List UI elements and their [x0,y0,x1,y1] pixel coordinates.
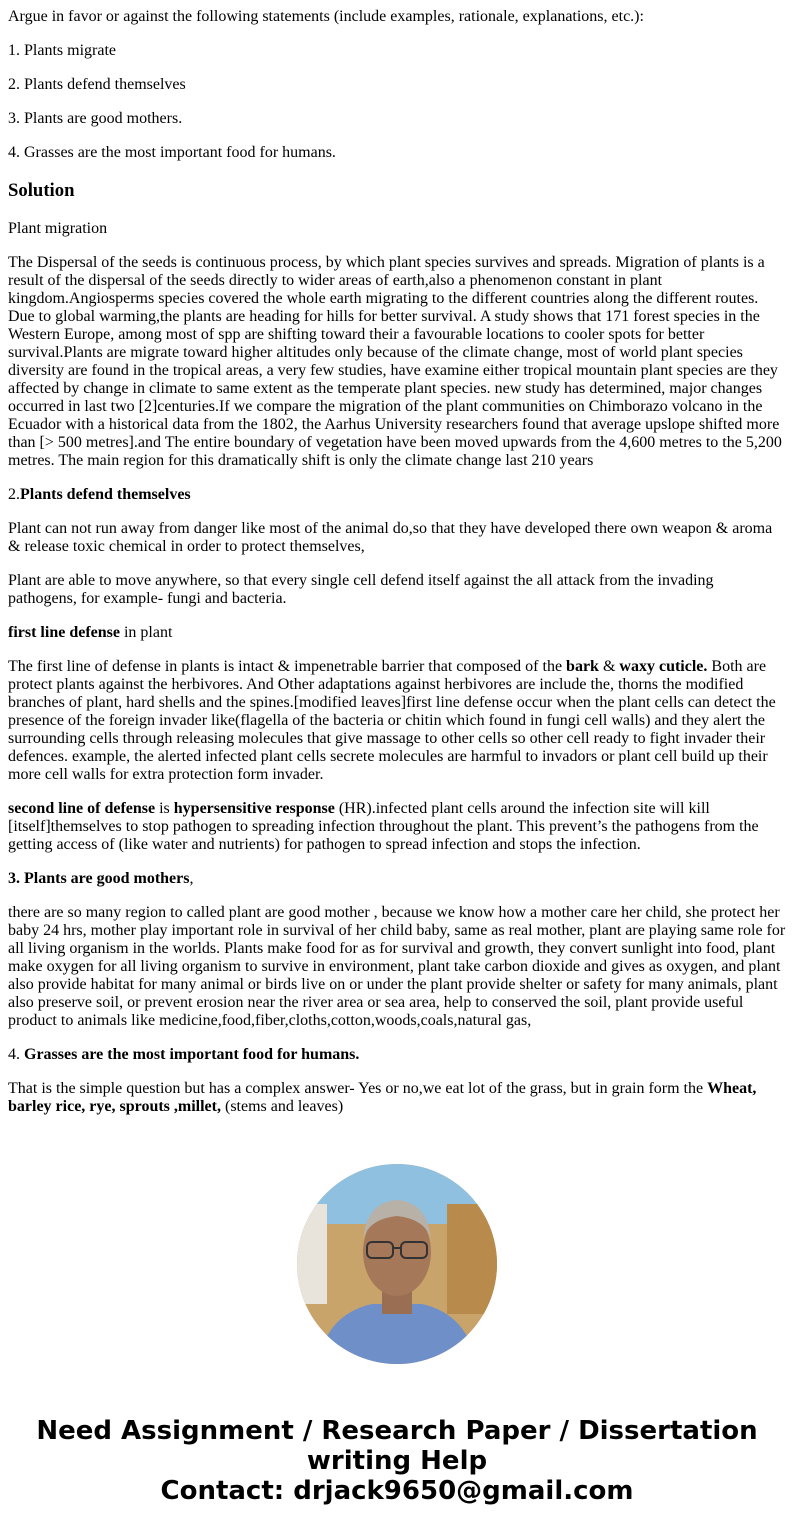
text-segment: there are so many region to called plant are good mother , because we know how a mother care her child, she protect her baby 24 hrs, mother play important role in survival of her child baby, same as real mother, plant are playing same role for all living organism in the worlds. Plants make food for as for survival and growth, they convert sunlight into food, plant make oxygen for all living organism to survive in environment, plant take carbon dioxide and gives as oxygen, and plant also provide habitat for many animal or birds live on or under the plant provide shelter or safety for many animals, plant also preserve soil, or prevent erosion near the river area or sea area, help to conserved the soil, plant provide useful product to animals like medicine,food,fiber,cloths,cotton,woods,coals,natural gas, [8,904,786,1029]
question-section [8,8,786,162]
text-segment: Plant can not run away from danger like most of the animal do,so that they have developed there own weapon & aroma & release toxic chemical in order to protect themselves, [8,520,773,555]
bold-text: first line defense [8,624,120,641]
solution-paragraph [8,254,786,470]
question-item: 3. Plants are good mothers. [8,110,183,127]
text-segment: is [155,800,174,817]
solution-heading: Solution [8,180,75,201]
text-segment: Plant are able to move anywhere, so that every single cell defend itself against the all attack from the invading pathogens, for example- fungi and bacteria. [8,572,714,607]
bold-text: Plants defend themselves [20,486,191,503]
text-segment: 2. [8,486,20,503]
solution-paragraph [8,1080,786,1116]
solution-paragraph [8,572,786,608]
solution-paragraph [8,904,786,1030]
contact-footer [8,1416,786,1506]
text-segment: Plant migration [8,220,108,237]
solution-paragraph [8,800,786,854]
author-photo-container [8,1164,786,1364]
text-segment: That is the simple question but has a complex answer- Yes or no,we eat lot of the grass, but in grain form the [8,1080,708,1097]
bold-text: 3. Plants are good mothers [8,870,190,887]
question-item: 1. Plants migrate [8,42,116,59]
footer-headline: Need Assignment / Research Paper / Dissertation writing Help [36,1416,758,1476]
solution-paragraph [8,520,786,556]
question-item: 4. Grasses are the most important food for humans. [8,144,336,161]
bold-text: second line of defense [8,800,156,817]
text-segment: Both are protect plants against the herbivores. And Other adaptations against herbivores are include the, thorns the modified branches of plant, hard shells and the spines.[modified leaves]first line defense occur when the plant cells can detect the presence of the foreign invader like(flagella of the bacteria or chitin which found in fungi cell walls) and they alert the surrounding cells through releasing molecules that give massage to other cells so other cell ready to fight invader their defences. example, the alerted infected plant cells secrete molecules are harmful to invadors or plant cell build up their more cell walls for extra protection form invader. [8,658,776,783]
solution-paragraph [8,220,786,238]
solution-paragraph [8,486,786,504]
text-segment: (stems and leaves) [220,1098,344,1115]
solution-paragraph [8,624,786,642]
question-intro: Argue in favor or against the following statements (include examples, rationale, explanations, etc.): [8,8,644,25]
text-segment: in plant [119,624,173,641]
solution-paragraph [8,1046,786,1064]
text-segment: The Dispersal of the seeds is continuous process, by which plant species survives and spreads. Migration of plants is a result of the dispersal of the seeds directly to wider areas of earth,also a phenomenon constant in plant kingdom.Angiosperms species covered the whole earth migrating to the different countries along the different routes. Due to global warming,the plants are heading for hills for better survival. A study shows that 171 forest species in the Western Europe, among most of spp are shifting toward their a favourable locations to cooler spots for better survival.Plants are migrate toward higher altitudes only because of the climate change, most of world plant species diversity are found in the tropical areas, a very few studies, have examine either tropical mountain plant species are they affected by change in climate to same extent as the temperate plant species. new study has determined, major changes occurred in last two [2]centuries.If we compare the migration of the plant communities on Chimborazo volcano in the Ecuador with a historical data from the 1802, the Aarhus University researchers found that average upslope shifted more than [> 500 metres].and The entire boundary of vegetation have been moved upwards from the 4,600 metres to the 5,200 metres. The main region for this dramatically shift is only the climate change last 210 years [8,254,782,469]
text-segment: (HR).infected plant cells around the infection site will kill [itself]themselves to stop pathogen to spreading infection throughout the plant. This prevent’s the pathogens from the getting access of (like water and nutrients) for pathogen to spread infection and stops the infection. [8,800,759,853]
text-segment: 4. [8,1046,24,1063]
text-segment: , [189,870,194,887]
author-photo [297,1164,497,1364]
text-segment: & [598,658,620,675]
bold-text: Grasses are the most important food for humans. [24,1046,360,1063]
solution-paragraph [8,658,786,784]
footer-contact: Contact: drjack9650@gmail.com [160,1476,634,1506]
text-segment: The first line of defense in plants is intact & impenetrable barrier that composed of the [8,658,567,675]
solution-body [8,220,786,1116]
solution-paragraph [8,870,786,888]
bold-text: bark [566,658,599,675]
bold-text: Wheat, barley rice, rye, sprouts ,millet, [8,1080,757,1115]
bold-text: waxy cuticle. [619,658,708,675]
question-item: 2. Plants defend themselves [8,76,186,93]
bold-text: hypersensitive response [173,800,335,817]
